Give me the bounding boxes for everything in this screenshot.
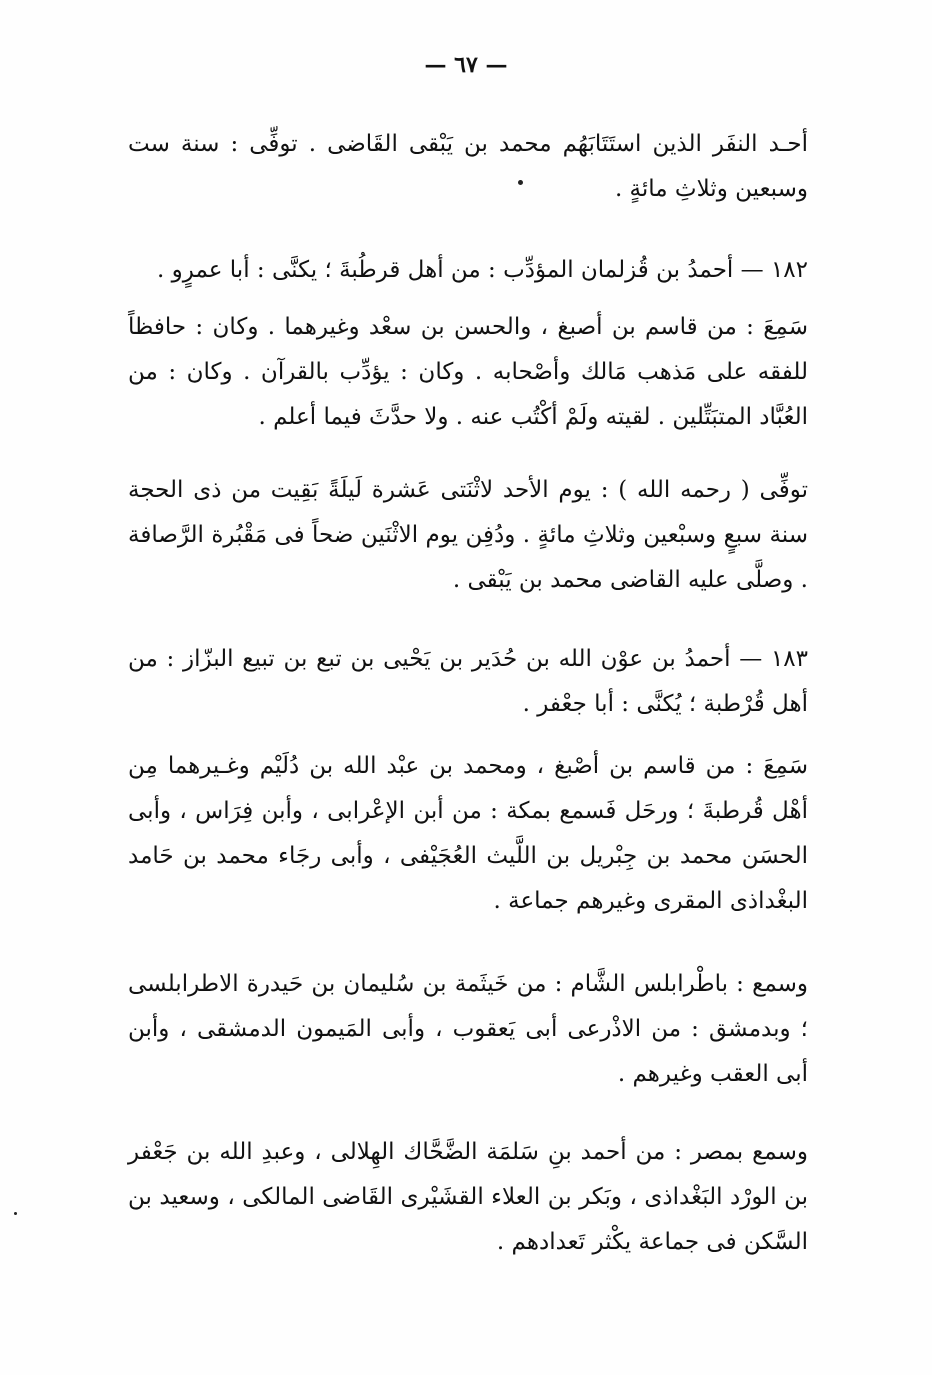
page-number: — ٦٧ — (424, 52, 508, 78)
entry-183-hearing: سَمِعَ : من قاسم بن أصْبغ ، ومحمد بن عبْد الله بن دُلَيْم وغـيرهما مِن أهْل قُرطبةَ ؛ ورحَل فَسمع بمكة : من أبن الإعْرابى ، وأبن فِرَاس ، وأبى الحسَن محمد بن جِبْريل بن اللَّيث العُجَيْفى ، وأبى رجَاء محمد بن حَامد البغْداذى المقرى وغيرهم جماعة . (128, 753, 808, 914)
entry-182-heading: ١٨٢ — أحمدُ بن قُزلمان المؤدِّب : من أهل قرطُبةَ ؛ يكنَّى : أبا عمرٍو . (157, 257, 808, 283)
entry-182-hearing: سَمِعَ : من قاسم بن أصبغ ، والحسن بن سعْد وغيرهما . وكان : حافظاً للفقه على مَذهب مَالك وأصْحابه . وكان : يؤدِّب بالقرآن . وكان : من العُبَّاد المتبَتِّلين . لقيته ولَمْ أكْتُب عنه . ولا حدَّثَ فيما أعلم . (128, 314, 808, 430)
entry-183-tripoli: وسمع : باطْرابلس الشَّام : من خَيثَمة بن سُليمان بن حَيدرة الاطرابلسى ؛ وبدمشق : من الاذْرعى أبى يَعقوب ، وأبى المَيمون الدمشقى ، وأبن أبى العقب وغيرهم . (128, 971, 808, 1087)
entry-183-egypt: وسمع بمصر : من أحمد بنِ سَلمَة الضَّحَّاك الهِلالى ، وعبدِ الله بن جَعْفر بن الورْد البَغْداذى ، وبَكر بن العلاء القشَيْرى القَاضى المالكى ، وسعيد بن السَّكن فى جماعة يكْثر تَعدادهم . (128, 1139, 808, 1255)
entry-182-death: توفِّى ( رحمه الله ) : يوم الأحد لاثْنَتى عَشرة لَيلَةً بَقِيت من ذى الحجة سنة سبعٍ وسبْعين وثلاثِ مائةٍ . ودُفِن يوم الاثْنَين ضحاً فى مَقْبُرة الرَّصافة . وصلَّى عليه القاضى محمد بن يَبْقى . (128, 477, 808, 593)
entry-183-heading: ١٨٣ — أحمدُ بن عوْن الله بن حُدَير بن يَحْيى بن تبع بن تبيع البزّاز : من أهل قُرْطبة ؛ يُكنَّى : أبا جعْفر . (128, 646, 808, 717)
paragraph-biography-continuation: أحـد النفَر الذين استَتَابَهُم محمد بن يَبْقى القَاضى . توفِّى : سنة ست وسبعين وثلاثِ مائةٍ . (128, 131, 808, 202)
ink-speck (14, 1212, 17, 1215)
